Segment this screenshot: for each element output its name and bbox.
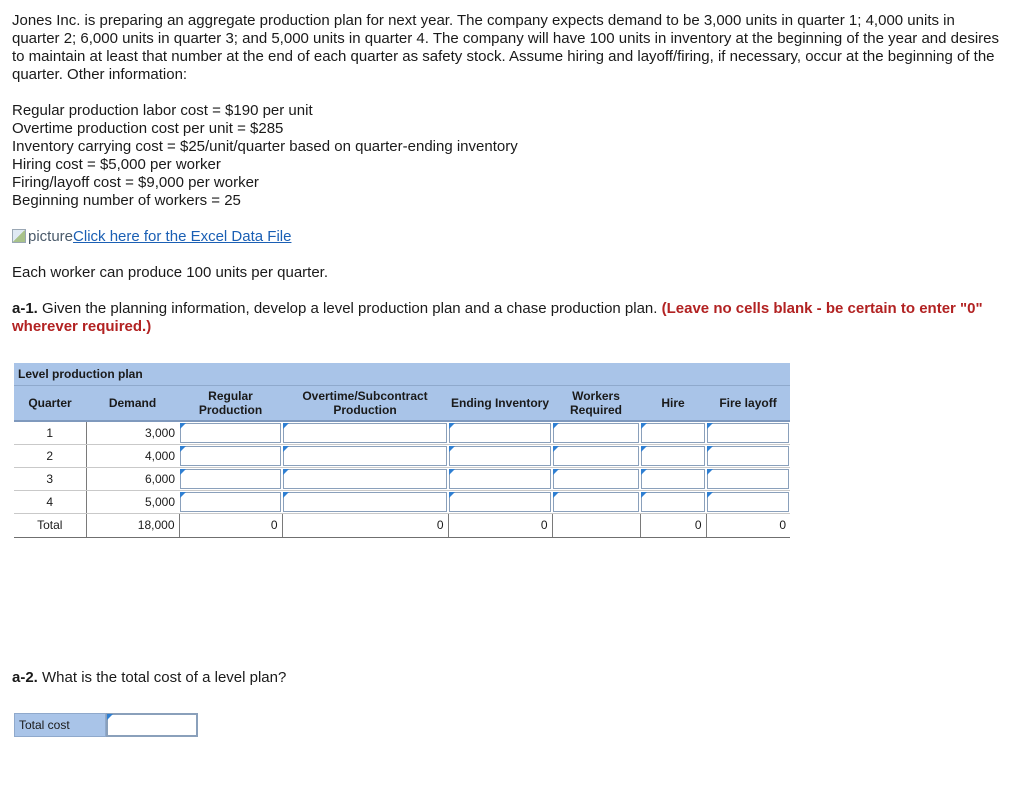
total-cost-row: [14, 713, 198, 737]
fire-layoff-input[interactable]: [706, 490, 790, 513]
header-hire: Hire: [640, 385, 706, 421]
question-a1-label: a-1.: [12, 300, 38, 317]
problem-intro: Jones Inc. is preparing an aggregate production plan for next year. The company expects demand to be 3,000 units in quarter 1; 4,000 units in quarter 2; 6,000 units in quarter 3; and 5,000 units in quarter 4. The company will have 100 units in inventory at the beginning of the year and desires to maintain at least that number at the end of each quarter as safety stock. Assume hiring and layoff/firing, if necessary, occur at the beginning of the quarter. Other information:: [12, 12, 1000, 83]
broken-image-icon: [12, 229, 26, 243]
regular-production-input[interactable]: [179, 490, 282, 513]
question-a2: [12, 669, 1002, 687]
excel-file-line: [12, 228, 1002, 246]
total-hire: 0: [640, 513, 706, 537]
total-cost-label: Total cost: [14, 713, 106, 737]
overtime-production-input[interactable]: [282, 490, 448, 513]
header-regular-production: Regular Production: [179, 385, 282, 421]
info-carrying-cost: Inventory carrying cost = $25/unit/quarter based on quarter-ending inventory: [12, 138, 518, 155]
question-a1-note: (Leave no cells blank - be certain to enter "0" wherever required.): [12, 300, 983, 335]
total-fire-layoff: 0: [706, 513, 790, 537]
total-ending-inventory: 0: [448, 513, 552, 537]
overtime-production-input[interactable]: [282, 467, 448, 490]
demand-cell: 5,000: [86, 490, 179, 513]
quarter-cell: 1: [14, 421, 86, 444]
total-demand: 18,000: [86, 513, 179, 537]
table-row: [14, 467, 790, 490]
question-a2-label: a-2.: [12, 669, 38, 686]
total-cost-input[interactable]: [106, 713, 198, 737]
fire-layoff-input[interactable]: [706, 467, 790, 490]
info-overtime-cost: Overtime production cost per unit = $285: [12, 120, 284, 137]
table-row: [14, 421, 790, 444]
table-row: [14, 490, 790, 513]
demand-cell: 6,000: [86, 467, 179, 490]
header-overtime-production: Overtime/Subcontract Production: [282, 385, 448, 421]
fire-layoff-input[interactable]: [706, 421, 790, 444]
workers-required-input[interactable]: [552, 490, 640, 513]
question-a1: [12, 300, 1002, 336]
hire-input[interactable]: [640, 490, 706, 513]
hire-input[interactable]: [640, 467, 706, 490]
header-fire-layoff: Fire layoff: [706, 385, 790, 421]
header-workers-required: Workers Required: [552, 385, 640, 421]
total-label: Total: [14, 513, 86, 537]
hire-input[interactable]: [640, 421, 706, 444]
cost-info-list: [12, 102, 1002, 210]
level-production-plan-table: [14, 363, 790, 538]
header-demand: Demand: [86, 385, 179, 421]
total-workers-required: [552, 513, 640, 537]
image-alt-text: picture: [28, 228, 74, 245]
hire-input[interactable]: [640, 444, 706, 467]
header-quarter: Quarter: [14, 385, 86, 421]
demand-cell: 4,000: [86, 444, 179, 467]
total-regular-production: 0: [179, 513, 282, 537]
header-ending-inventory: Ending Inventory: [448, 385, 552, 421]
workers-required-input[interactable]: [552, 421, 640, 444]
total-row: [14, 513, 790, 537]
overtime-production-input[interactable]: [282, 421, 448, 444]
ending-inventory-input[interactable]: [448, 490, 552, 513]
info-hiring-cost: Hiring cost = $5,000 per worker: [12, 156, 221, 173]
regular-production-input[interactable]: [179, 467, 282, 490]
demand-cell: 3,000: [86, 421, 179, 444]
info-regular-cost: Regular production labor cost = $190 per unit: [12, 102, 313, 119]
total-overtime-production: 0: [282, 513, 448, 537]
info-firing-cost: Firing/layoff cost = $9,000 per worker: [12, 174, 259, 191]
regular-production-input[interactable]: [179, 421, 282, 444]
quarter-cell: 2: [14, 444, 86, 467]
quarter-cell: 4: [14, 490, 86, 513]
worker-capacity-note: Each worker can produce 100 units per quarter.: [12, 264, 329, 281]
ending-inventory-input[interactable]: [448, 421, 552, 444]
question-a2-text: What is the total cost of a level plan?: [37, 669, 287, 686]
info-beginning-workers: Beginning number of workers = 25: [12, 192, 241, 209]
ending-inventory-input[interactable]: [448, 444, 552, 467]
question-a1-text: Given the planning information, develop a level production plan and a chase production plan.: [37, 300, 662, 317]
fire-layoff-input[interactable]: [706, 444, 790, 467]
excel-data-file-link[interactable]: Click here for the Excel Data File: [73, 228, 292, 245]
workers-required-input[interactable]: [552, 444, 640, 467]
table-row: [14, 444, 790, 467]
regular-production-input[interactable]: [179, 444, 282, 467]
table-caption: Level production plan: [14, 363, 790, 385]
quarter-cell: 3: [14, 467, 86, 490]
ending-inventory-input[interactable]: [448, 467, 552, 490]
overtime-production-input[interactable]: [282, 444, 448, 467]
workers-required-input[interactable]: [552, 467, 640, 490]
